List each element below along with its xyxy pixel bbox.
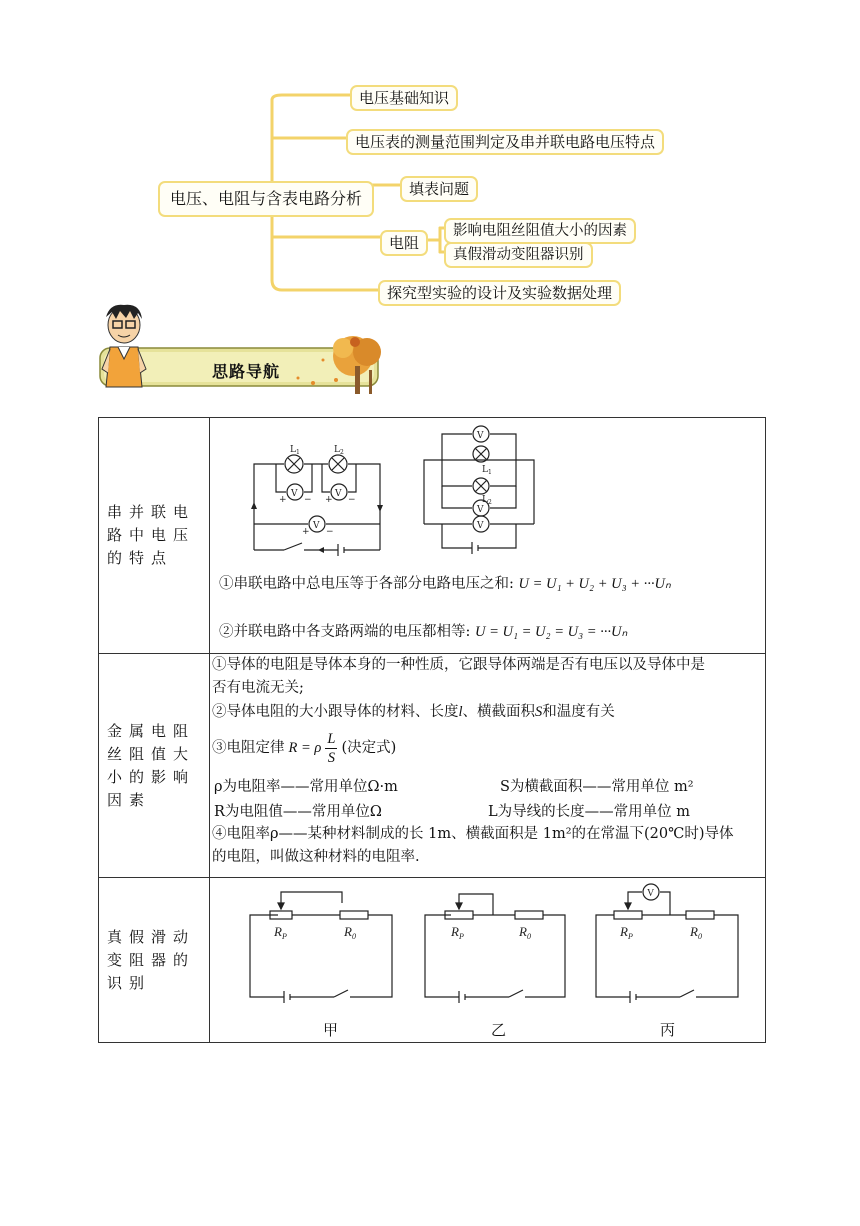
point-2-text: 和温度有关: [542, 704, 615, 720]
voltmeter-label: V: [477, 505, 484, 515]
resistance-point-1-cont: 否有电流无关;: [212, 680, 304, 696]
heading-line: 变阻器的: [107, 950, 196, 969]
mindmap-connectors: [0, 0, 860, 310]
heading-line: 的特点: [107, 549, 174, 567]
banner-title: 思路导航: [212, 362, 281, 381]
label-rp-sub: P: [459, 932, 464, 941]
rheostat-circuit-bing: [594, 878, 744, 1010]
resistance-point-4-cont: 的电阻，叫做这种材料的电阻率.: [212, 849, 420, 865]
parallel-formula: U = U₁ = U₂ = U₃ = ···Uₙ: [475, 624, 628, 640]
label-r0-sub: 0: [698, 932, 702, 941]
row-content-rheostat: [210, 878, 766, 1043]
heading-line: 因素: [107, 790, 152, 809]
mindmap-branch-voltmeter-range: 电压表的测量范围判定及串并联电路电压特点: [346, 129, 664, 155]
r-definition: R为电阻值——常用单位Ω: [214, 804, 382, 820]
label-r0-sub: 0: [352, 932, 356, 941]
parallel-rule: [219, 621, 627, 644]
label-L1-sub: 1: [488, 469, 492, 476]
formula-lhs: R = ρ: [288, 739, 322, 756]
label-rp-sub: P: [282, 932, 287, 941]
row-heading-resistance-factors: [99, 654, 210, 878]
table-row-resistance-factors: [99, 654, 766, 878]
label-L1-sub: 1: [296, 449, 300, 456]
fraction-numerator: L: [327, 730, 336, 747]
row-heading-series-parallel: [99, 418, 210, 654]
voltmeter-label: V: [291, 489, 298, 499]
row-content-series-parallel: [210, 418, 766, 654]
label-L1: L: [482, 465, 488, 475]
label-L2-sub: 2: [488, 499, 492, 506]
heading-line: 金属电阻: [107, 721, 196, 740]
mindmap-branch-resistance: 电阻: [380, 230, 428, 256]
cartoon-boy-icon: [96, 303, 156, 395]
autumn-tree-icon: [325, 330, 387, 396]
series-circuit-diagram: [246, 442, 396, 556]
mindmap-root: 电压、电阻与含表电路分析: [158, 181, 374, 217]
heading-line: 路中电压: [107, 526, 196, 544]
symbol-s: S: [535, 704, 543, 720]
symbol-l: l: [458, 704, 463, 720]
series-rule-text: ①串联电路中总电压等于各部分电路电压之和:: [219, 576, 514, 592]
rheostat-circuit-yi: [423, 890, 573, 1010]
l-definition: L为导线的长度——常用单位 m: [488, 804, 690, 820]
minus-sign: −: [326, 527, 334, 537]
rheostat-circuit-jia: [248, 890, 398, 1010]
fraction-denominator: S: [327, 749, 336, 766]
label-L2: L: [334, 445, 340, 455]
label-rp: R: [620, 924, 628, 939]
point-2-text: 、横截面积: [462, 704, 536, 720]
plus-sign: +: [325, 495, 333, 505]
heading-line: 丝阻值大: [107, 744, 196, 763]
label-r0: R: [344, 924, 352, 939]
resistance-point-4: ④电阻率ρ——某种材料制成的长 1m、横截面积是 1m²的在常温下(20℃时)导体: [212, 826, 734, 842]
mindmap-sub-resistance-factors: 影响电阻丝阻值大小的因素: [444, 218, 636, 244]
plus-sign: +: [279, 495, 287, 505]
s-definition: S为横截面积——常用单位 m²: [500, 779, 694, 795]
minus-sign: −: [348, 495, 356, 505]
table-row-rheostat: [99, 878, 766, 1043]
row-heading-rheostat: [99, 878, 210, 1043]
caption-bing: 丙: [660, 1021, 676, 1039]
label-r0-sub: 0: [527, 932, 531, 941]
label-r0: R: [690, 924, 698, 939]
voltmeter-label: V: [313, 521, 320, 531]
label-rp: R: [451, 924, 459, 939]
knowledge-table: [98, 417, 766, 1043]
mindmap-branch-voltage-basics: 电压基础知识: [350, 85, 458, 111]
mindmap-sub-rheostat-identification: 真假滑动变阻器识别: [444, 242, 593, 268]
parallel-circuit-diagram: [420, 424, 540, 556]
label-L2-sub: 2: [340, 449, 344, 456]
table-row-series-parallel: [99, 418, 766, 654]
mindmap-branch-experiment-design: 探究型实验的设计及实验数据处理: [378, 280, 621, 306]
voltmeter-label: V: [477, 521, 484, 531]
mindmap-branch-fill-table: 填表问题: [400, 176, 478, 202]
caption-yi: 乙: [491, 1021, 507, 1039]
label-rp: R: [274, 924, 282, 939]
voltmeter-label: V: [647, 888, 655, 899]
heading-line: 识别: [107, 973, 152, 992]
rho-definition: ρ为电阻率——常用单位Ω·m: [214, 779, 398, 795]
point-2-text: ②导体电阻的大小跟导体的材料、长度: [212, 704, 459, 720]
heading-line: 真假滑动: [107, 927, 196, 946]
resistance-point-3: [212, 728, 396, 768]
plus-sign: +: [302, 527, 310, 537]
series-rule: [219, 573, 671, 596]
heading-line: 小的影响: [107, 767, 196, 786]
label-L2: L: [482, 495, 488, 505]
voltmeter-label: V: [335, 489, 342, 499]
parallel-rule-text: ②并联电路中各支路两端的电压都相等:: [219, 624, 471, 640]
label-r0: R: [519, 924, 527, 939]
resistance-point-2: [212, 701, 615, 724]
label-rp-sub: P: [628, 932, 633, 941]
label-L1: L: [290, 445, 296, 455]
point-3-note: (决定式): [341, 739, 397, 756]
point-3-text: ③电阻定律: [212, 739, 285, 756]
series-formula: U = U₁ + U₂ + U₃ + ···Uₙ: [518, 576, 671, 592]
voltmeter-label: V: [477, 431, 484, 441]
heading-line: 串并联电: [107, 503, 196, 521]
resistance-point-1: ①导体的电阻是导体本身的一种性质，它跟导体两端是否有电压以及导体中是: [212, 657, 705, 673]
formula-fraction: [325, 730, 337, 767]
row-content-resistance-factors: [210, 654, 766, 878]
minus-sign: −: [304, 495, 312, 505]
caption-jia: 甲: [323, 1021, 339, 1039]
